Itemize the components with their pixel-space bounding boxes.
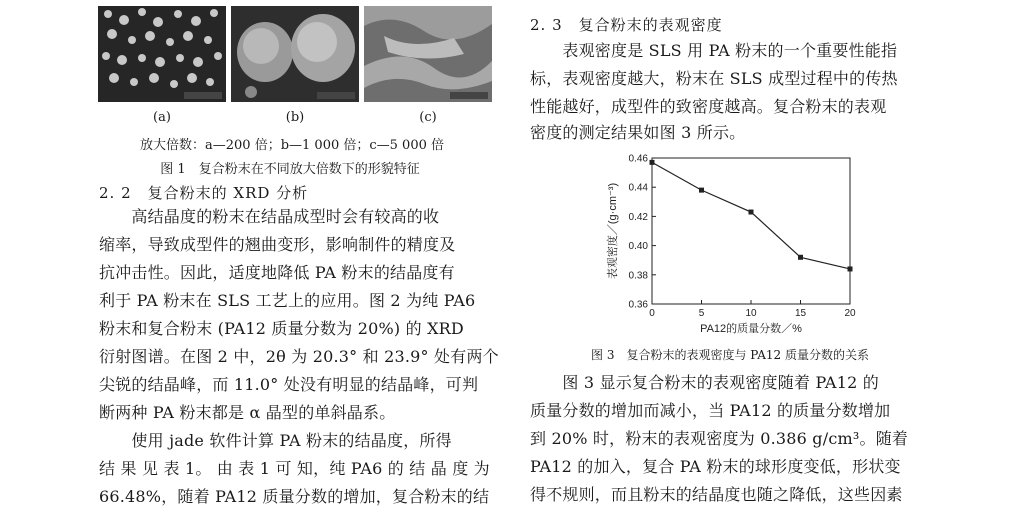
- panel-label-a: (a): [153, 110, 171, 125]
- y-axis-label: 表观密度／(g·cm⁻³): [607, 182, 619, 280]
- figure1-caption: 图 1 复合粉末在不同放大倍数下的形貌特征: [160, 162, 420, 177]
- figure3-caption: 图 3 复合粉末的表观密度与 PA12 质量分数的关系: [591, 348, 869, 362]
- paragraph-line: 衍射图谱。在图 2 中，2θ 为 20.3° 和 23.9° 处有两个: [99, 347, 499, 366]
- x-tick-label: 0: [649, 308, 655, 319]
- y-tick-label: 0.36: [628, 299, 648, 311]
- figure1-magnification: 放大倍数：a—200 倍；b—1 000 倍；c—5 000 倍: [140, 138, 444, 153]
- x-tick-label: 15: [794, 308, 807, 319]
- x-tick-label: 5: [698, 308, 705, 319]
- y-tick-label: 0.42: [628, 211, 648, 223]
- x-tick-label: 20: [844, 308, 856, 319]
- paragraph-line: 66.48%，随着 PA12 质量分数的增加，复合粉末的结: [99, 487, 490, 506]
- paragraph-line: 表观密度是 SLS 用 PA 粉末的一个重要性能指: [530, 41, 898, 60]
- paragraph-line: 粉末和复合粉末 (PA12 质量分数为 20%) 的 XRD: [99, 319, 464, 338]
- paragraph-line: 尖锐的结晶峰，而 11.0° 处没有明显的结晶峰，可判: [99, 375, 479, 394]
- y-tick-label: 0.46: [628, 153, 648, 165]
- paragraph-line: 标，表观密度越大，粉末在 SLS 成型过程中的传热: [530, 69, 898, 88]
- section-2-2-heading: 2. 2 复合粉末的 XRD 分析: [99, 184, 309, 202]
- paragraph-line: 缩率，导致成型件的翘曲变形，影响制件的精度及: [99, 235, 456, 254]
- x-tick-label: 10: [745, 308, 757, 319]
- sem-image-a: [98, 6, 226, 102]
- paragraph-line: 密度的测定结果如图 3 所示。: [530, 123, 746, 142]
- data-point: [699, 188, 704, 193]
- paragraph-line: 使用 jade 软件计算 PA 粉末的结晶度，所得: [99, 431, 452, 450]
- y-tick-label: 0.44: [628, 182, 648, 194]
- y-tick-label: 0.38: [628, 270, 648, 282]
- series-line: [652, 162, 850, 269]
- y-tick-label: 0.40: [628, 241, 648, 253]
- paragraph-line: 到 20% 时，粉末的表观密度为 0.386 g/cm³。随着: [530, 429, 909, 448]
- sem-image-c: [364, 6, 492, 102]
- plot-frame: [652, 158, 850, 304]
- paragraph-line: 质量分数的增加而减小，当 PA12 的质量分数增加: [530, 401, 891, 420]
- panel-label-b: (b): [285, 110, 305, 125]
- data-point: [650, 160, 655, 165]
- sem-image-b: [231, 6, 359, 102]
- section-2-3-heading: 2. 3 复合粉末的表观密度: [530, 16, 723, 34]
- paragraph-line: 结 果 见 表 1。 由 表 1 可 知，纯 PA6 的 结 晶 度 为: [99, 459, 490, 478]
- paragraph-line: 性能越好，成型件的致密度越高。复合粉末的表观: [530, 97, 887, 116]
- paragraph-line: 断两种 PA 粉末都是 α 晶型的单斜晶系。: [99, 403, 396, 422]
- paragraph-line: PA12 的加入，复合 PA 粉末的球形度变低，形状变: [530, 457, 901, 476]
- data-point: [848, 266, 853, 271]
- apparent-density-chart: [600, 148, 880, 338]
- paragraph-line: 抗冲击性。因此，适度地降低 PA 粉末的结晶度有: [99, 263, 455, 282]
- paragraph-line: 得不规则，而且粉末的结晶度也随之降低，这些因素: [530, 485, 903, 504]
- paragraph-line: 图 3 显示复合粉末的表观密度随着 PA12 的: [530, 373, 879, 392]
- data-point: [749, 210, 754, 215]
- paragraph-line: 利于 PA 粉末在 SLS 工艺上的应用。图 2 为纯 PA6: [99, 291, 476, 310]
- x-axis-label: PA12的质量分数／%: [700, 323, 802, 335]
- panel-label-c: (c): [419, 110, 437, 125]
- paragraph-line: 高结晶度的粉末在结晶成型时会有较高的收: [99, 207, 440, 226]
- data-point: [798, 255, 803, 260]
